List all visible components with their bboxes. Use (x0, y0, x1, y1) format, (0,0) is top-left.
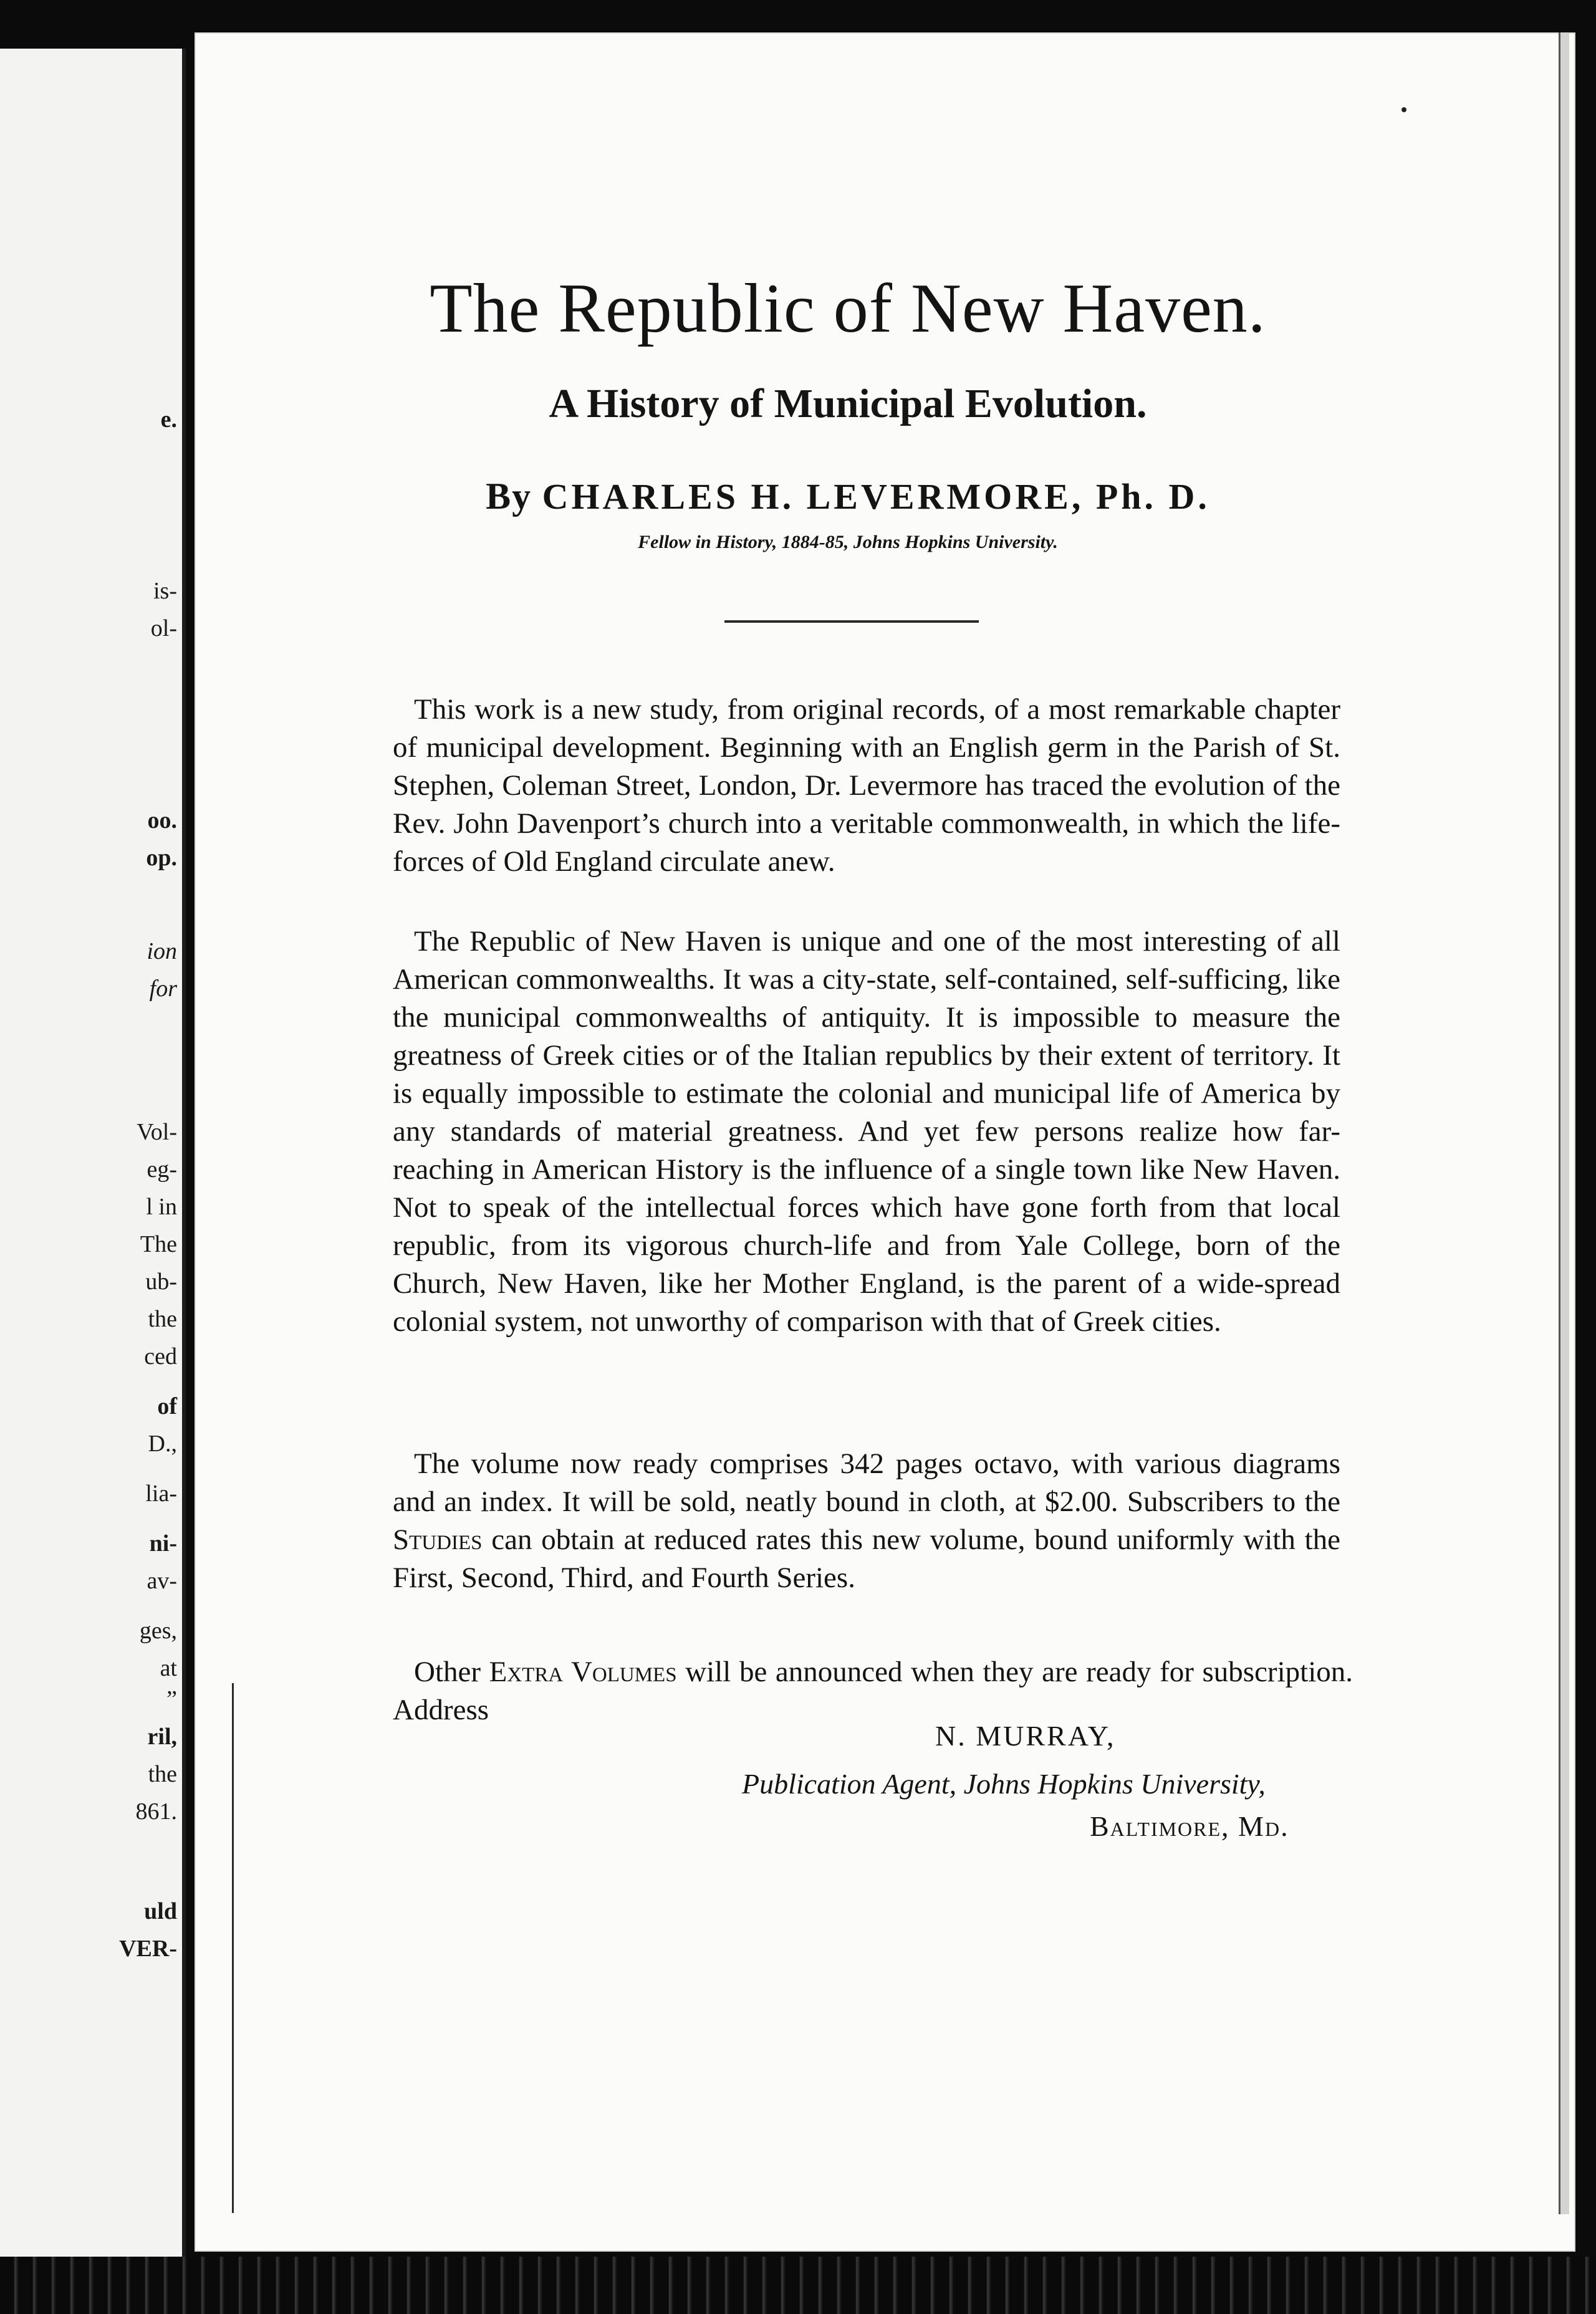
section-divider (724, 620, 979, 623)
studies-term: Studies (393, 1524, 483, 1556)
left-fragment: of (157, 1393, 177, 1419)
scan-speck (1401, 107, 1406, 112)
page-gutter-line (232, 1683, 234, 2213)
paragraph-extra-volumes (393, 1653, 1353, 1729)
left-fragment: ni- (149, 1530, 177, 1557)
left-fragment: l in (146, 1194, 177, 1220)
left-fragment: ges, (139, 1618, 177, 1644)
author-name: CHARLES H. LEVERMORE, Ph. D. (542, 476, 1210, 517)
left-fragment: ril, (147, 1724, 177, 1750)
left-fragment: e. (160, 406, 177, 433)
left-fragment: the (148, 1306, 177, 1332)
left-fragment: ol- (150, 615, 177, 641)
left-fragment: oo. (147, 807, 177, 833)
agent-city: Baltimore, Md. (1090, 1810, 1289, 1842)
left-fragment: ion (147, 938, 177, 964)
left-fragment: ub- (145, 1269, 177, 1295)
author-by: By (486, 476, 532, 517)
left-fragment: the (148, 1761, 177, 1787)
left-fragment: ced (144, 1343, 177, 1370)
left-fragment: is- (153, 578, 177, 604)
paragraph-volume-details (393, 1445, 1340, 1597)
paragraph-description: This work is a new study, from original records, of a most remarkable chapter of municipal development. Beginning with an English germ in the Parish of St. Stephen, Coleman Street, London, Dr. Levermore has traced the evolution of the Rev. John Davenport’s church into a veritable commonwealth, in which the life-forces of Old England circulate anew. (393, 693, 1340, 878)
left-fragment: at (160, 1655, 177, 1681)
left-fragment: lia- (145, 1481, 177, 1507)
left-fragment: eg- (147, 1156, 177, 1183)
left-fragment: ” (166, 1686, 177, 1712)
left-fragment: av- (147, 1568, 177, 1594)
left-fragment: op. (146, 845, 177, 871)
left-fragment: 861. (135, 1798, 177, 1825)
left-fragment: Vol- (137, 1119, 177, 1145)
p3-text-after: can obtain at reduced rates this new volume, bound uniformly with the First, Second, Third, and Fourth Series. (393, 1524, 1341, 1594)
p4-text-before: Other (414, 1656, 481, 1688)
paragraph-significance: The Republic of New Haven is unique and one of the most interesting of all American commonwealths. It was a city-state, self-contained, self-sufficing, like the municipal commonwealths of antiquity. It is impossible to measure the greatness of Greek cities or of the Italian republics by their extent of territory. It is equally impossible to estimate the colonial and municipal life of America by any standards of material greatness. And yet few persons realize how far-reaching in American History is the influence of a single town like New Haven. Not to speak of the intellectual forces which have gone forth from that local republic, from its vigorous church-life and from Yale College, born of the Church, New Haven, like her Mother England, is the parent of a wide-spread colonial system, not unworthy of comparison with that of Greek cities. (393, 925, 1340, 1338)
agent-name: N. MURRAY, (935, 1720, 1116, 1752)
left-fragment: VER- (119, 1936, 177, 1962)
p3-text-before: The volume now ready comprises 342 pages octavo, with various diagrams and an index. It will be sold, neatly bound in cloth, at $2.00. Subscribers to the (393, 1447, 1340, 1518)
extra-volumes-term: Extra Volumes (489, 1656, 677, 1688)
left-fragment: D., (148, 1431, 177, 1457)
left-fragment: The (140, 1231, 177, 1257)
left-fragment: for (149, 976, 177, 1002)
p4-text-after: will be announced when they are ready for subscription. Address (393, 1656, 1353, 1726)
scan-bottom-strip (0, 2257, 1596, 2314)
agent-title: Publication Agent, Johns Hopkins University, (742, 1768, 1266, 1800)
book-subtitle: A History of Municipal Evolution. (549, 381, 1147, 426)
left-fragment: uld (144, 1898, 177, 1924)
book-title: The Republic of New Haven. (430, 270, 1266, 347)
page-right-edge (1559, 32, 1569, 2214)
author-line (368, 474, 1328, 519)
facing-page-edge (0, 49, 186, 2268)
author-fellowship: Fellow in History, 1884-85, Johns Hopkins University. (638, 532, 1058, 552)
